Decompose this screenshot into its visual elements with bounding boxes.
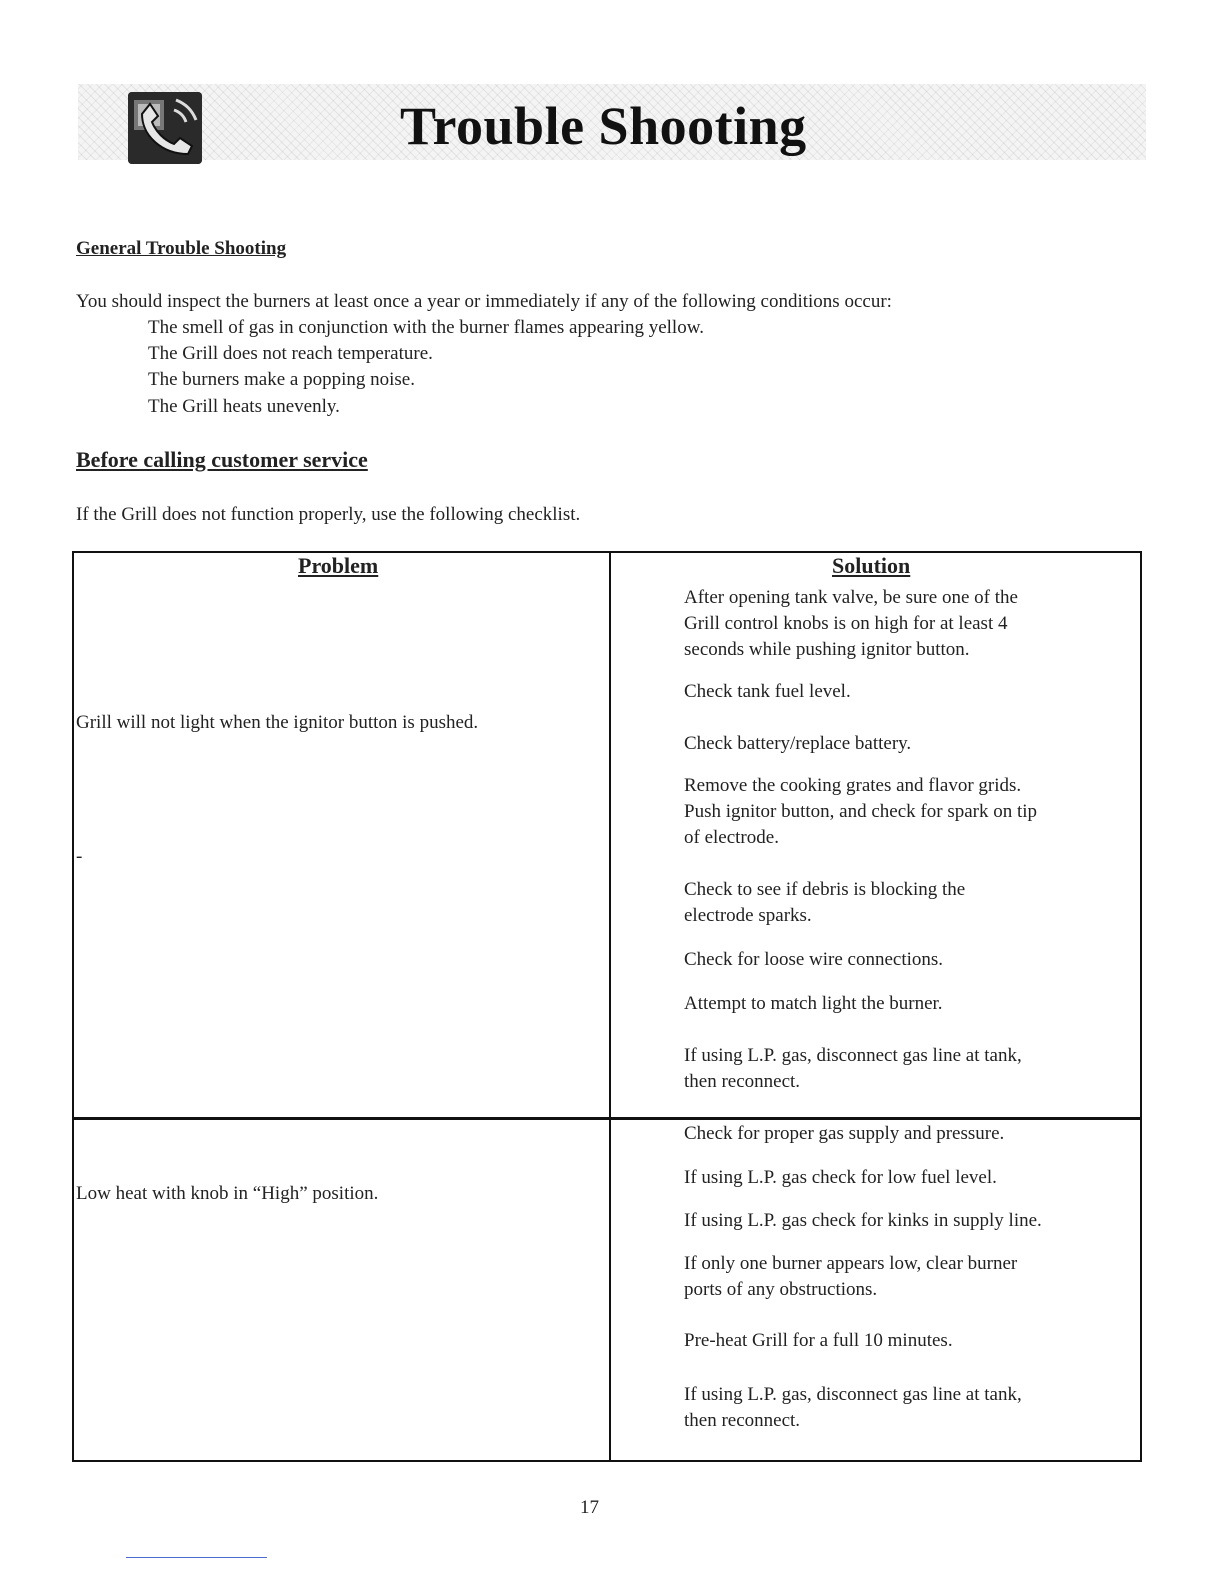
solution-line: Check tank fuel level. <box>684 681 851 702</box>
condition-item: The Grill heats unevenly. <box>148 396 340 417</box>
general-intro: You should inspect the burners at least once a year or immediately if any of the following conditions occur: <box>76 291 892 312</box>
table-border-right <box>1140 551 1142 1462</box>
solution-line: After opening tank valve, be sure one of the <box>684 587 1018 608</box>
page-number: 17 <box>580 1497 599 1518</box>
solution-line: then reconnect. <box>684 1410 801 1431</box>
phone-icon <box>128 92 202 164</box>
service-intro: If the Grill does not function properly, use the following checklist. <box>76 504 581 525</box>
solution-line: Remove the cooking grates and flavor grids. <box>684 775 1022 796</box>
troubleshooting-table <box>72 551 1142 1462</box>
condition-item: The smell of gas in conjunction with the burner flames appearing yellow. <box>148 317 704 338</box>
condition-item: The Grill does not reach temperature. <box>148 343 433 364</box>
page-title: Trouble Shooting <box>400 96 807 156</box>
solution-line: Check battery/replace battery. <box>684 733 912 754</box>
solution-line: then reconnect. <box>684 1071 801 1092</box>
solution-line: If using L.P. gas check for kinks in supply line. <box>684 1210 1042 1231</box>
solution-header: Solution <box>832 553 911 578</box>
condition-item: The burners make a popping noise. <box>148 369 415 390</box>
problem-cell: Grill will not light when the ignitor button is pushed. <box>76 712 479 733</box>
service-heading: Before calling customer service <box>76 447 368 472</box>
footer-rule <box>126 1557 267 1558</box>
table-row-divider <box>72 1117 1142 1120</box>
solution-line: seconds while pushing ignitor button. <box>684 639 970 660</box>
solution-line: Grill control knobs is on high for at least 4 <box>684 613 1008 634</box>
table-column-divider <box>609 551 611 1462</box>
table-border-bottom <box>72 1460 1142 1462</box>
solution-line: of electrode. <box>684 827 779 848</box>
solution-line: If using L.P. gas check for low fuel level. <box>684 1167 997 1188</box>
solution-line: Attempt to match light the burner. <box>684 993 943 1014</box>
solution-line: Check for loose wire connections. <box>684 949 944 970</box>
table-border-left <box>72 551 74 1462</box>
problem-cell: Low heat with knob in “High” position. <box>76 1183 379 1204</box>
solution-line: electrode sparks. <box>684 905 812 926</box>
solution-line: If only one burner appears low, clear burner <box>684 1253 1018 1274</box>
solution-line: Check to see if debris is blocking the <box>684 879 966 900</box>
problem-cell-extra: - <box>76 846 83 867</box>
general-heading: General Trouble Shooting <box>76 238 287 259</box>
solution-line: Check for proper gas supply and pressure. <box>684 1123 1005 1144</box>
solution-line: Push ignitor button, and check for spark on tip <box>684 801 1038 822</box>
solution-line: If using L.P. gas, disconnect gas line at tank, <box>684 1045 1022 1066</box>
solution-line: ports of any obstructions. <box>684 1279 878 1300</box>
solution-line: Pre-heat Grill for a full 10 minutes. <box>684 1330 953 1351</box>
table-border-top <box>72 551 1142 553</box>
solution-line: If using L.P. gas, disconnect gas line at tank, <box>684 1384 1022 1405</box>
problem-header: Problem <box>298 553 379 578</box>
